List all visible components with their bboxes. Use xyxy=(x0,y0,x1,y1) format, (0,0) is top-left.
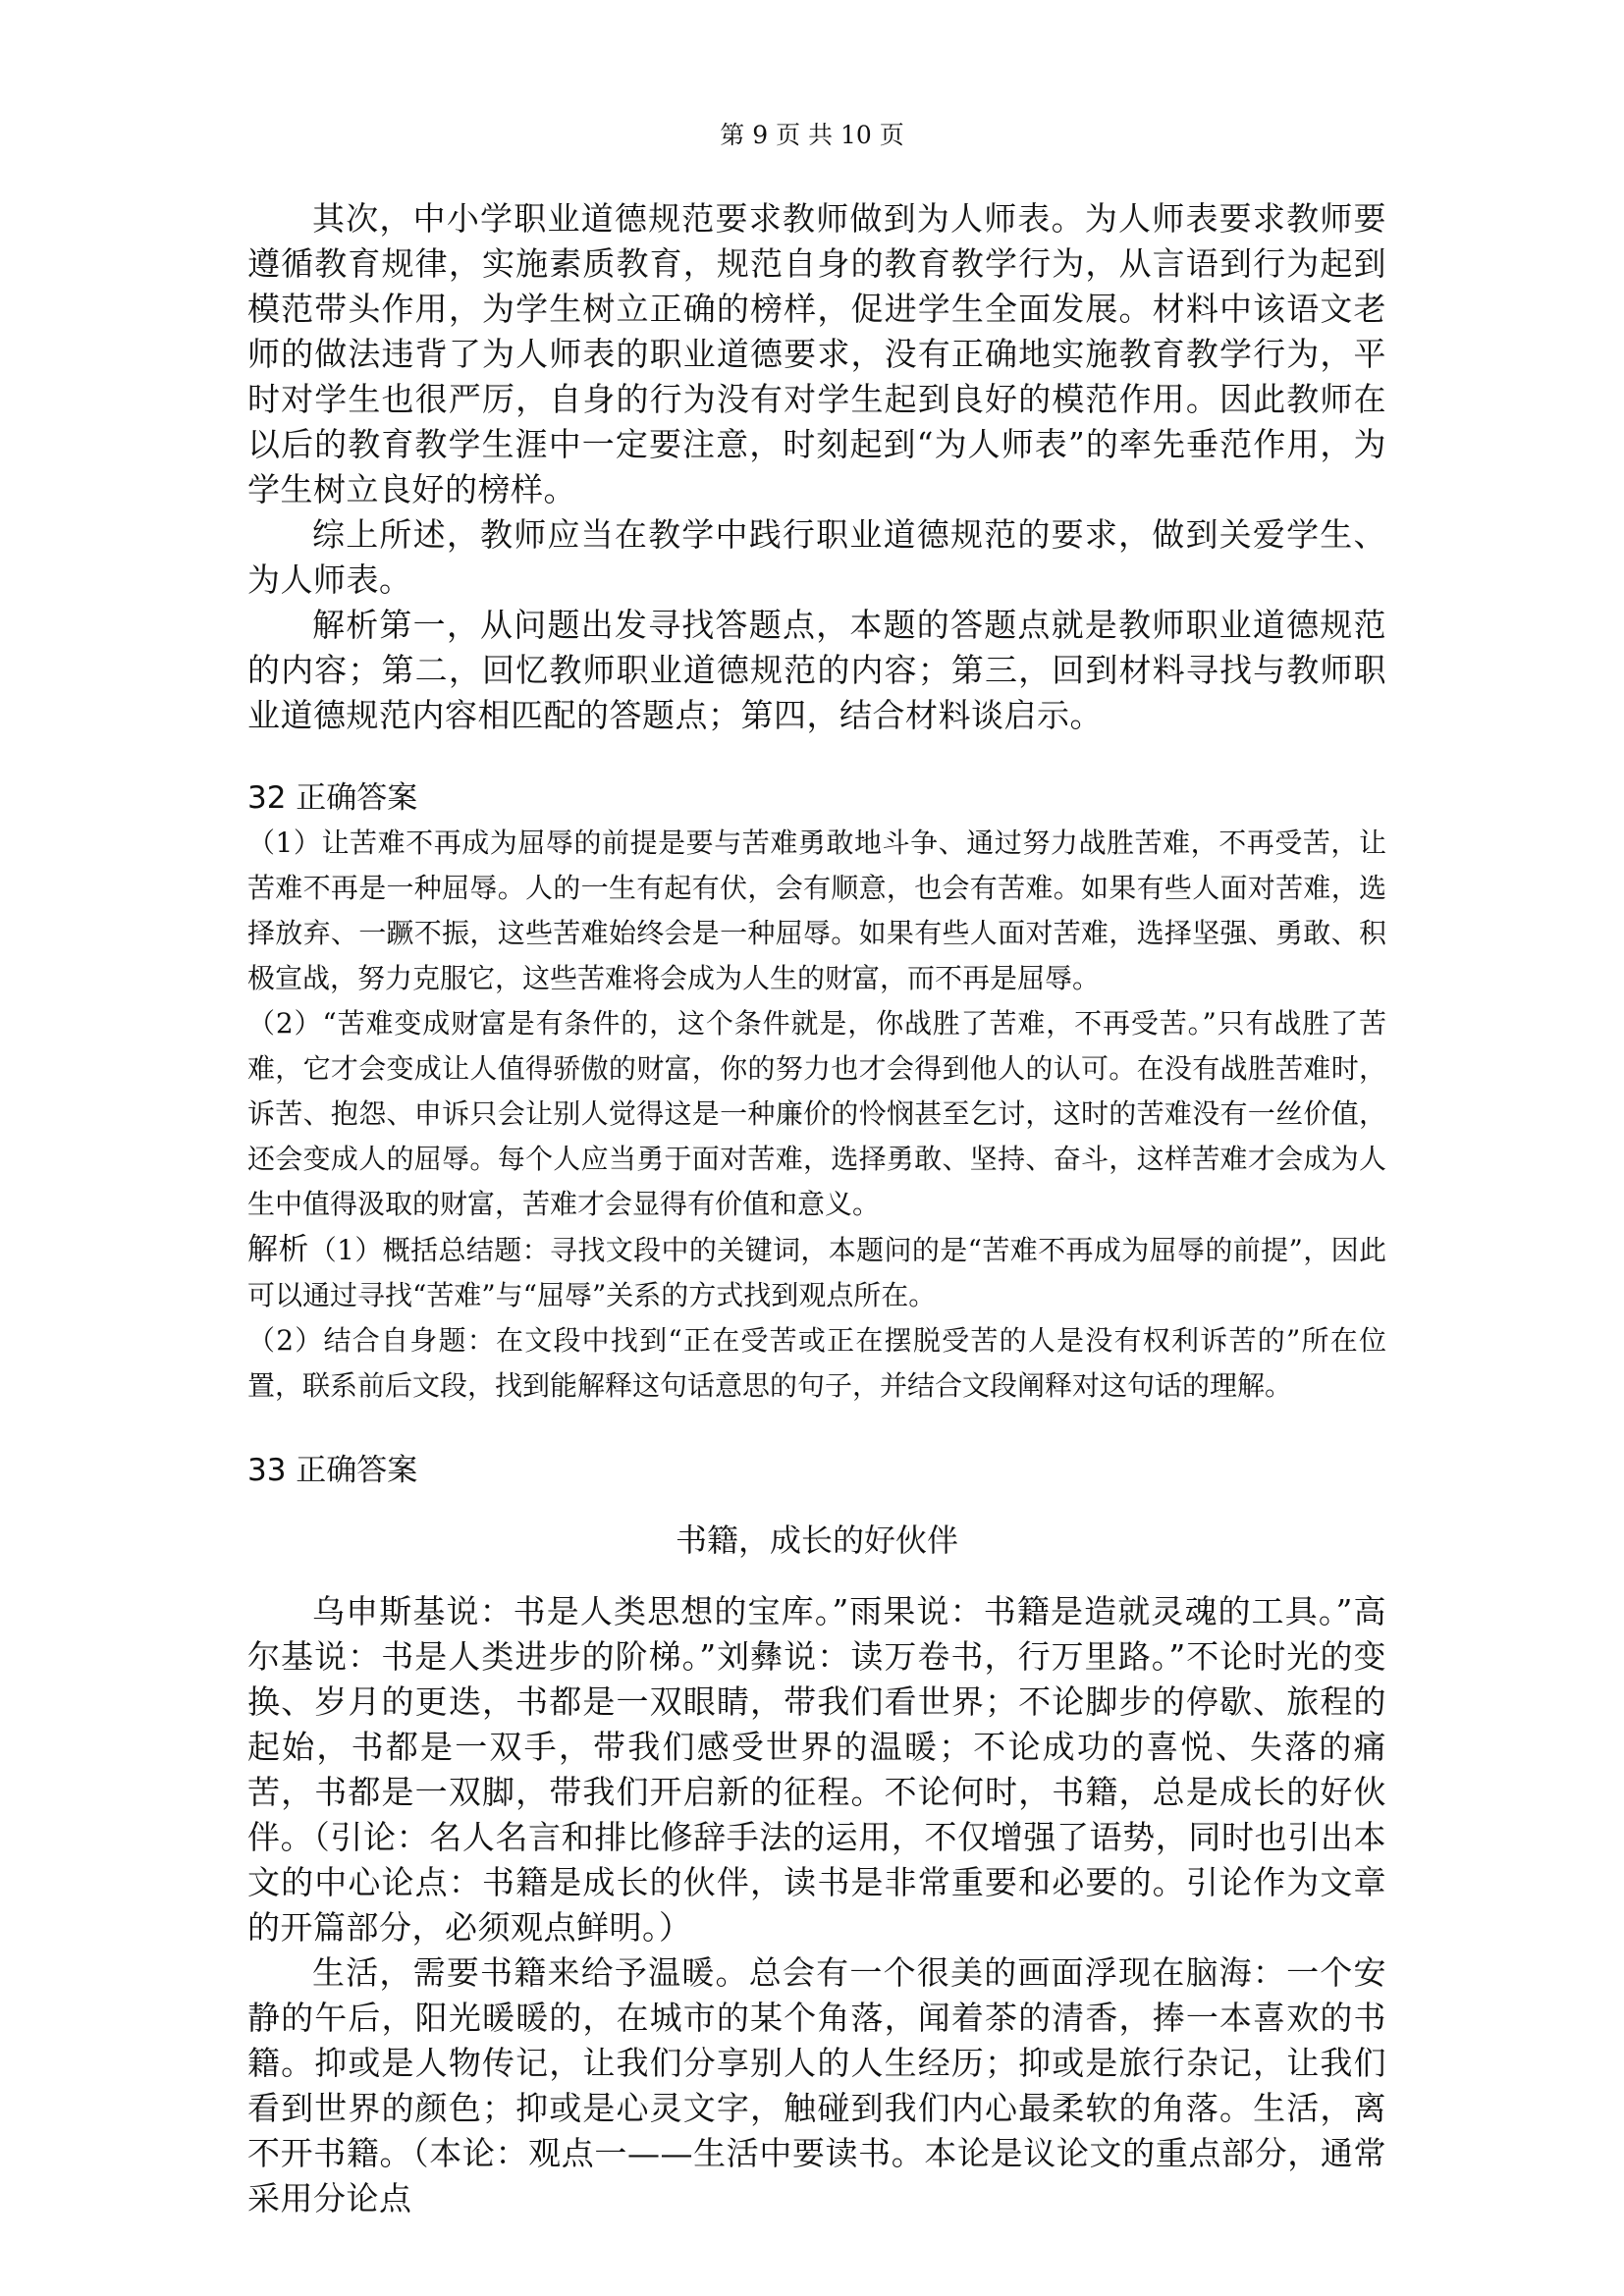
s32-answer-1: （1）让苦难不再成为屈辱的前提是要与苦难勇敢地斗争、通过努力战胜苦难，不再受苦，让苦难不再是一种屈辱。人的一生有起有伏，会有顺意，也会有苦难。如果有些人面对苦难，选择放弃、一蹶不振，这些苦难始终会是一种屈辱。如果有些人面对苦难，选择坚强、勇敢、积极宣战，努力克服它，这些苦难将会成为人生的财富，而不再是屈辱。 xyxy=(247,827,1386,994)
page-indicator: 第 9 页 共 10 页 xyxy=(720,121,904,149)
s31-analysis-text: 第一，从问题出发寻找答题点，本题的答题点就是教师职业道德规范的内容；第二，回忆教师职业道德规范的内容；第三，回到材料寻找与教师职业道德规范内容相匹配的答题点；第四，结合材料谈启示。 xyxy=(247,606,1387,734)
s32-analysis-2: （2）结合自身题：在文段中找到“正在受苦或正在摆脱受苦的人是没有权利诉苦的”所在位置，联系前后文段，找到能解释这句话意思的句子，并结合文段阐释对这句话的理解。 xyxy=(247,1324,1386,1402)
s33-essay-title: 书籍，成长的好伙伴 xyxy=(675,1522,958,1559)
spacer xyxy=(247,1564,1386,1589)
page-header xyxy=(0,120,1624,151)
spacer xyxy=(247,1409,1386,1448)
page-content xyxy=(247,196,1386,2221)
s32-analysis-1 xyxy=(247,1227,1386,1318)
spacer xyxy=(247,738,1386,775)
s32-heading: 32 正确答案 xyxy=(247,780,418,816)
s33-heading: 33 正确答案 xyxy=(247,1453,418,1488)
s31-analysis-label: 解析 xyxy=(312,606,380,644)
s32-analysis-item-1: （1）概括总结题：寻找文段中的关键词，本题问的是“苦难不再成为屈辱的前提”，因此可以通过寻找“苦难”与“屈辱”关系的方式找到观点所在。 xyxy=(247,1234,1387,1311)
s32-analysis-label: 解析 xyxy=(247,1232,309,1267)
s32-answer-2: （2）“苦难变成财富是有条件的，这个条件就是，你战胜了苦难，不再受苦。”只有战胜了苦难，它才会变成让人值得骄傲的财富，你的努力也才会得到他人的认可。在没有战胜苦难时，诉苦、抱怨、申诉只会让别人觉得这是一种廉价的怜悯甚至乞讨，这时的苦难没有一丝价值，还会变成人的屈辱。每个人应当勇于面对苦难，选择勇敢、坚持、奋斗，这样苦难才会成为人生中值得汲取的财富，苦难才会显得有价值和意义。 xyxy=(247,1007,1386,1220)
s33-paragraph-2: 生活，需要书籍来给予温暖。总会有一个很美的画面浮现在脑海：一个安静的午后，阳光暖暖的，在城市的某个角落，闻着茶的清香，捧一本喜欢的书籍。抑或是人物传记，让我们分享别人的人生经历；抑或是旅行杂记，让我们看到世界的颜色；抑或是心灵文字，触碰到我们内心最柔软的角落。生活，离不开书籍。（本论：观点一——生活中要读书。本论是议论文的重点部分，通常采用分论点 xyxy=(247,1953,1386,2217)
spacer xyxy=(247,1493,1386,1517)
s33-paragraph-1: 乌申斯基说：书是人类思想的宝库。”雨果说：书籍是造就灵魂的工具。”高尔基说：书是人类进步的阶梯。”刘彝说：读万卷书，行万里路。”不论时光的变换、岁月的更迭，书都是一双眼睛，带我们看世界；不论脚步的停歇、旅程的起始，书都是一双手，带我们感受世界的温暖；不论成功的喜悦、失落的痛苦，书都是一双脚，带我们开启新的征程。不论何时，书籍，总是成长的好伙伴。（引论：名人名言和排比修辞手法的运用，不仅增强了语势，同时也引出本文的中心论点：书籍是成长的伙伴，读书是非常重要和必要的。引论作为文章的开篇部分，必须观点鲜明。） xyxy=(247,1592,1386,1947)
s31-analysis xyxy=(247,603,1386,738)
s31-paragraph-2: 综上所述，教师应当在教学中践行职业道德规范的要求，做到关爱学生、为人师表。 xyxy=(247,515,1386,599)
s31-paragraph-1: 其次，中小学职业道德规范要求教师做到为人师表。为人师表要求教师要遵循教育规律，实施素质教育，规范自身的教育教学行为，从言语到行为起到模范带头作用，为学生树立正确的榜样，促进学生全面发展。材料中该语文老师的做法违背了为人师表的职业道德要求，没有正确地实施教育教学行为，平时对学生也很严厉，自身的行为没有对学生起到良好的模范作用。因此教师在以后的教育教学生涯中一定要注意，时刻起到“为人师表”的率先垂范作用，为学生树立良好的榜样。 xyxy=(247,199,1386,508)
